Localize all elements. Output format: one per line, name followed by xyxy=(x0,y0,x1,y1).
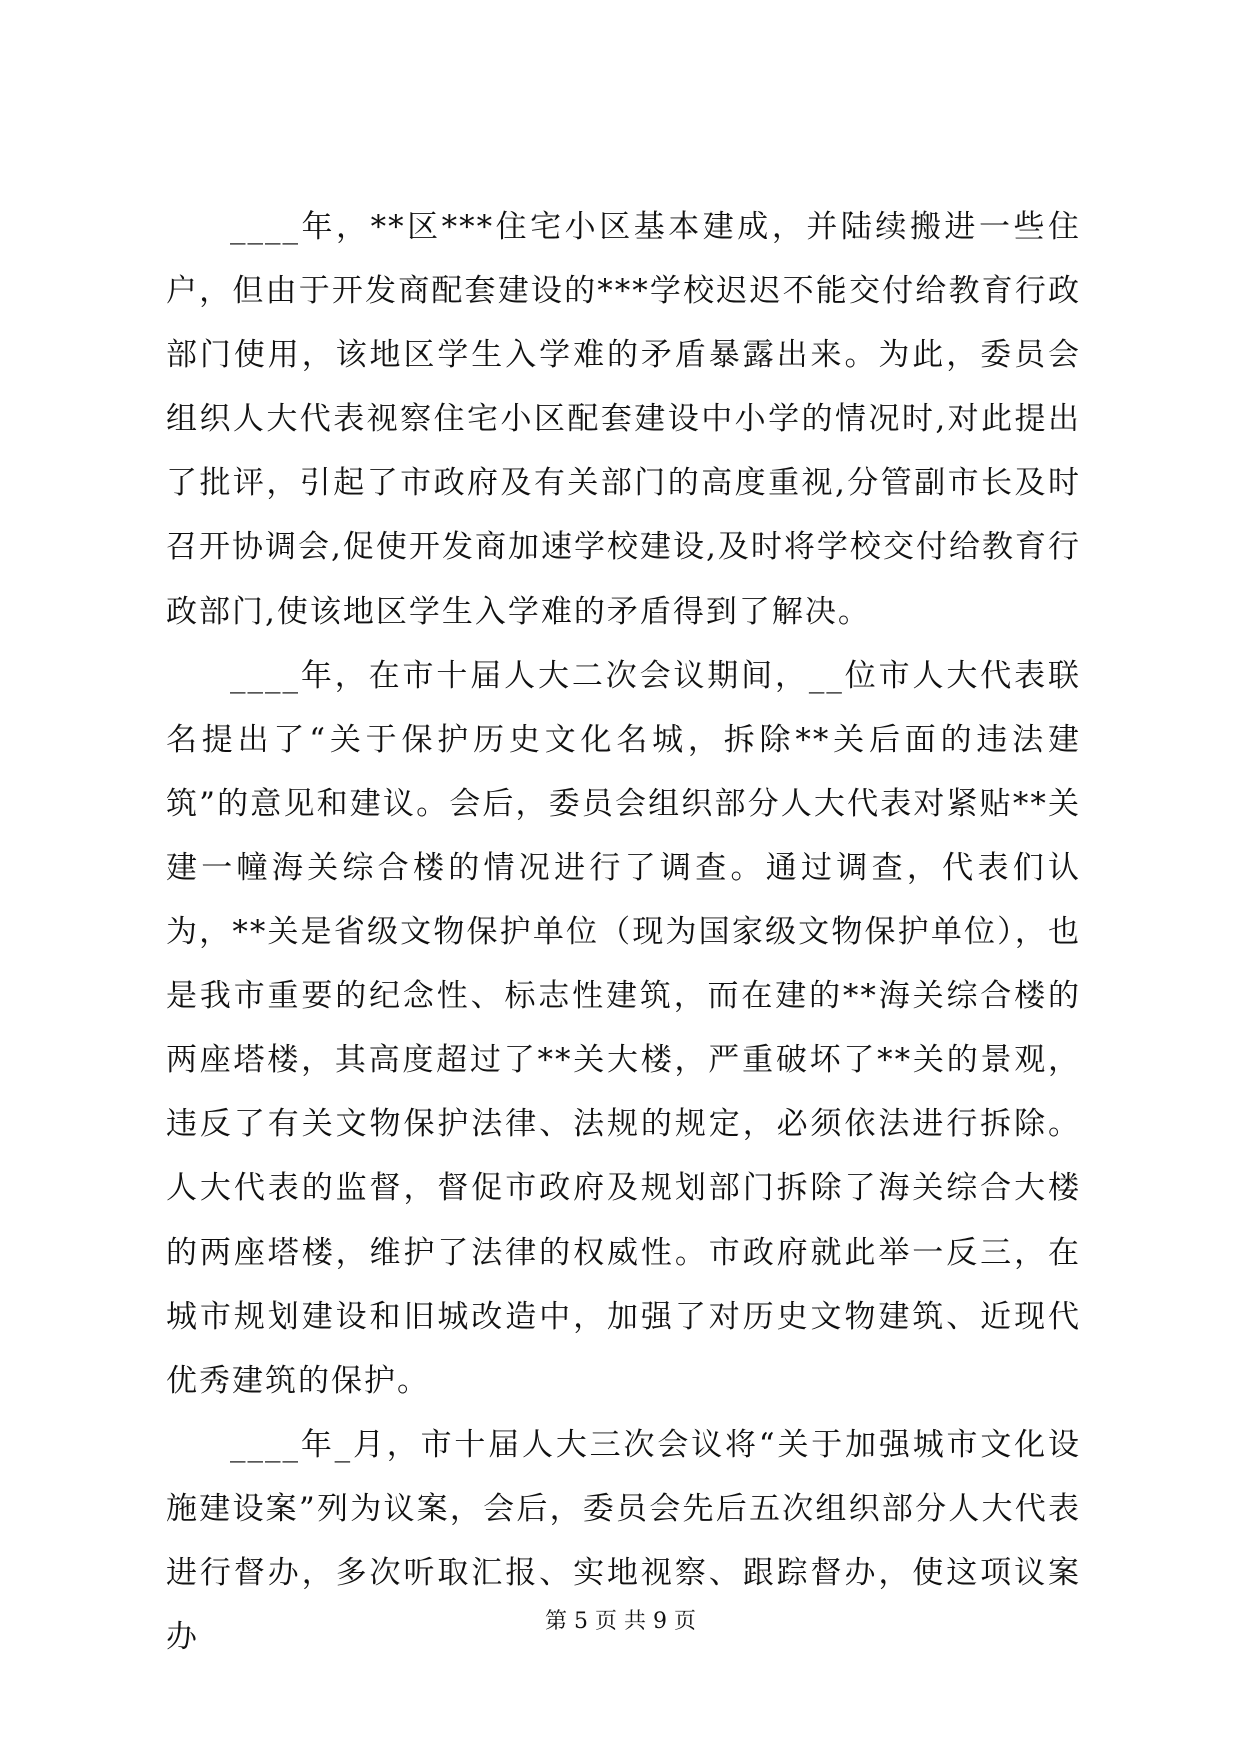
page-number-footer: 第 5 页 共 9 页 xyxy=(545,1609,696,1634)
paragraph-cultural-facilities: ____年_月，市十届人大三次会议将“关于加强城市文化设施建设案”列为议案，会后，委员会先后五次组织部分人大代表进行督办，多次听取汇报、实地视察、跟踪督办，使这项议案办 xyxy=(166,1426,1081,1656)
paragraph-historic-protection: ____年，在市十届人大二次会议期间，__位市人大代表联名提出了“关于保护历史文化名城，拆除**关后面的违法建筑”的意见和建议。会后，委员会组织部分人大代表对紧贴**关建一幢海关综合楼的情况进行了调查。通过调查，代表们认为，**关是省级文物保护单位（现为国家级文物保护单位），也是我市重要的纪念性、标志性建筑，而在建的**海关综合楼的两座塔楼，其高度超过了**关大楼，严重破坏了**关的景观，违反了有关文物保护法律、法规的规定，必须依法进行拆除。人大代表的监督，督促市政府及规划部门拆除了海关综合大楼的两座塔楼，维护了法律的权威性。市政府就此举一反三，在城市规划建设和旧城改造中，加强了对历史文物建筑、近现代优秀建筑的保护。 xyxy=(166,657,1081,1399)
paragraph-school-construction: ____年，**区***住宅小区基本建成，并陆续搬进一些住户，但由于开发商配套建设的***学校迟迟不能交付给教育行政部门使用，该地区学生入学难的矛盾暴露出来。为此，委员会组织人大代表视察住宅小区配套建设中小学的情况时,对此提出了批评，引起了市政府及有关部门的高度重视,分管副市长及时召开协调会,促使开发商加速学校建设,及时将学校交付给教育行政部门,使该地区学生入学难的矛盾得到了解决。 xyxy=(166,209,1081,630)
document-body xyxy=(166,195,1081,1669)
